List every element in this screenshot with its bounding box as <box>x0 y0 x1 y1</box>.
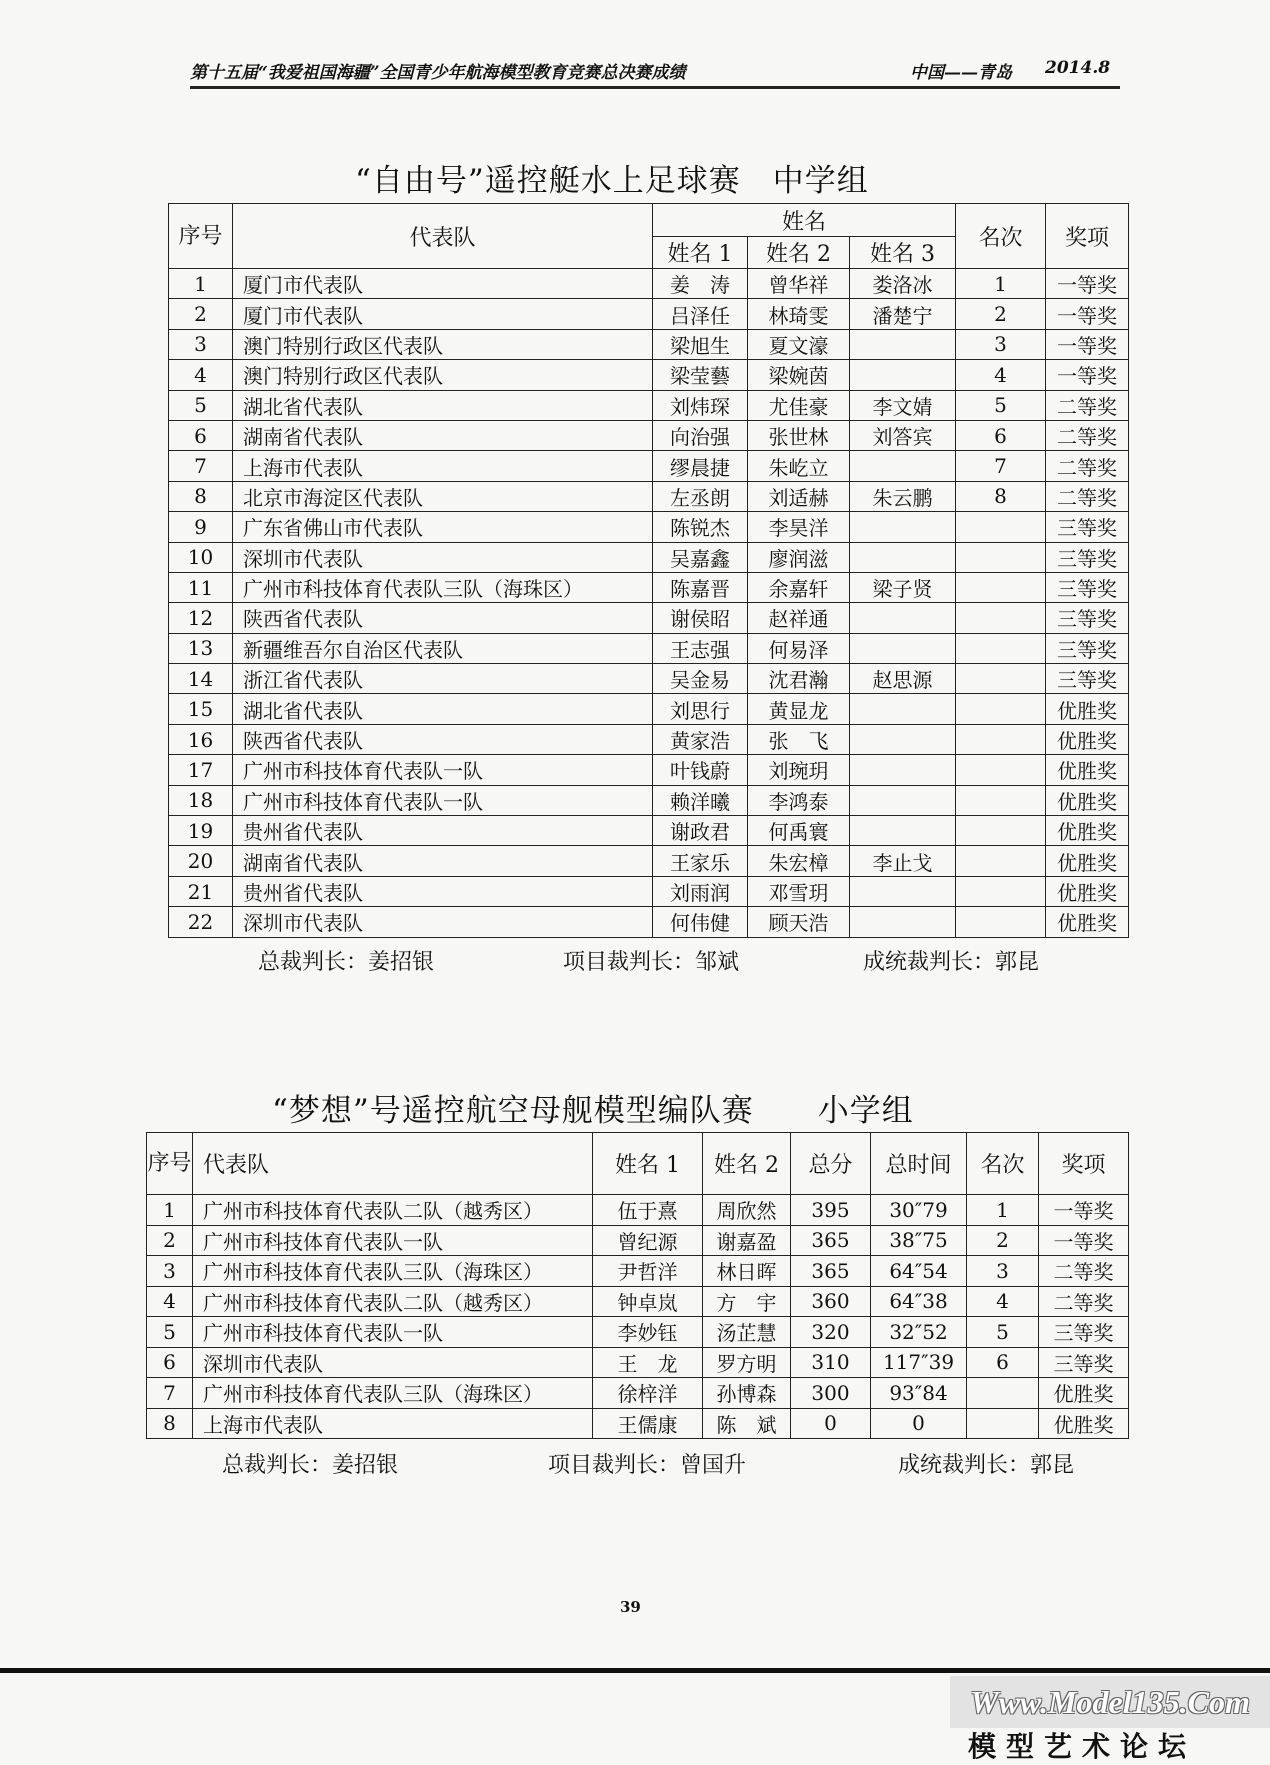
table-row <box>147 1317 1129 1348</box>
cell-award: 三等奖 <box>1046 603 1129 633</box>
cell-total: 395 <box>791 1195 871 1226</box>
cell-team: 厦门市代表队 <box>233 269 653 299</box>
page-number: 39 <box>620 1598 641 1616</box>
header-date: 2014.8 <box>1045 58 1111 78</box>
forum-watermark: 模型艺术论坛 <box>968 1730 1197 1763</box>
cell-rank: 7 <box>956 451 1046 481</box>
cell-name1: 刘雨润 <box>653 876 748 906</box>
table-row <box>169 755 1129 785</box>
cell-no: 19 <box>169 816 233 846</box>
cell-no: 3 <box>169 329 233 359</box>
table-row <box>169 785 1129 815</box>
cell-name1: 叶钱蔚 <box>653 755 748 785</box>
cell-award: 二等奖 <box>1046 420 1129 450</box>
header-location: 中国——青岛 <box>910 63 1012 83</box>
cell-name2: 刘琬玥 <box>748 755 850 785</box>
cell-name1: 姜 涛 <box>653 269 748 299</box>
cell-rank <box>956 846 1046 876</box>
cell-award: 一等奖 <box>1039 1195 1129 1226</box>
cell-award: 二等奖 <box>1046 390 1129 420</box>
cell-time: 64″54 <box>871 1256 967 1287</box>
cell-award: 二等奖 <box>1046 451 1129 481</box>
cell-team: 广东省佛山市代表队 <box>233 512 653 542</box>
cell-rank: 5 <box>956 390 1046 420</box>
cell-award: 优胜奖 <box>1039 1408 1129 1439</box>
cell-award: 三等奖 <box>1046 633 1129 663</box>
cell-name1: 何伟健 <box>653 907 748 937</box>
table-row <box>169 694 1129 724</box>
cell-total: 320 <box>791 1317 871 1348</box>
cell-award: 一等奖 <box>1046 299 1129 329</box>
cell-no: 16 <box>169 724 233 754</box>
cell-name1: 徐梓洋 <box>593 1378 703 1409</box>
table-row <box>147 1225 1129 1256</box>
cell-team: 广州市科技体育代表队三队（海珠区） <box>233 572 653 602</box>
table-row <box>147 1378 1129 1409</box>
table-row <box>169 572 1129 602</box>
cell-team: 上海市代表队 <box>193 1408 593 1439</box>
cell-award: 优胜奖 <box>1039 1378 1129 1409</box>
cell-no: 13 <box>169 633 233 663</box>
table-row <box>147 1286 1129 1317</box>
cell-no: 5 <box>169 390 233 420</box>
cell-team: 广州市科技体育代表队一队 <box>193 1317 593 1348</box>
cell-team: 澳门特别行政区代表队 <box>233 329 653 359</box>
table-row <box>169 360 1129 390</box>
col-header-rank: 名次 <box>967 1133 1039 1195</box>
cell-team: 深圳市代表队 <box>233 542 653 572</box>
table-row <box>169 481 1129 511</box>
table-row <box>169 846 1129 876</box>
table-row <box>169 269 1129 299</box>
cell-no: 8 <box>169 481 233 511</box>
cell-rank <box>956 572 1046 602</box>
table-row <box>169 542 1129 572</box>
col-header-award: 奖项 <box>1046 204 1129 269</box>
cell-rank <box>967 1378 1039 1409</box>
table-row <box>169 603 1129 633</box>
cell-team: 湖南省代表队 <box>233 420 653 450</box>
col-header-time: 总时间 <box>871 1133 967 1195</box>
cell-no: 2 <box>169 299 233 329</box>
cell-name2: 曾华祥 <box>748 269 850 299</box>
table-row <box>169 451 1129 481</box>
cell-rank <box>956 512 1046 542</box>
cell-name2: 夏文濠 <box>748 329 850 359</box>
results-table-football <box>168 203 1129 938</box>
cell-no: 17 <box>169 755 233 785</box>
cell-no: 1 <box>147 1195 193 1226</box>
cell-team: 湖北省代表队 <box>233 390 653 420</box>
table-row <box>147 1347 1129 1378</box>
table-row <box>147 1256 1129 1287</box>
cell-name3: 娄洛冰 <box>850 269 956 299</box>
cell-award: 一等奖 <box>1039 1225 1129 1256</box>
cell-no: 18 <box>169 785 233 815</box>
cell-total: 300 <box>791 1378 871 1409</box>
cell-no: 12 <box>169 603 233 633</box>
cell-name2: 谢嘉盈 <box>703 1225 791 1256</box>
cell-name1: 尹哲洋 <box>593 1256 703 1287</box>
cell-team: 浙江省代表队 <box>233 664 653 694</box>
cell-name2: 孙博森 <box>703 1378 791 1409</box>
cell-no: 6 <box>169 420 233 450</box>
cell-team: 北京市海淀区代表队 <box>233 481 653 511</box>
cell-name2: 何易泽 <box>748 633 850 663</box>
cell-name2: 林琦雯 <box>748 299 850 329</box>
cell-no: 7 <box>169 451 233 481</box>
cell-total: 310 <box>791 1347 871 1378</box>
results-table-carrier <box>146 1132 1129 1439</box>
table-row <box>169 664 1129 694</box>
col-header-name1: 姓名 1 <box>593 1133 703 1195</box>
cell-rank: 2 <box>956 299 1046 329</box>
cell-name2: 李鸿泰 <box>748 785 850 815</box>
cell-rank <box>967 1408 1039 1439</box>
cell-name2: 方 宇 <box>703 1286 791 1317</box>
cell-name1: 伍于熹 <box>593 1195 703 1226</box>
cell-name2: 朱宏樟 <box>748 846 850 876</box>
cell-name3: 梁子贤 <box>850 572 956 602</box>
cell-award: 三等奖 <box>1039 1317 1129 1348</box>
table-row <box>169 512 1129 542</box>
col-header-name2: 姓名 2 <box>748 237 850 269</box>
cell-award: 三等奖 <box>1046 542 1129 572</box>
cell-award: 二等奖 <box>1039 1286 1129 1317</box>
bottom-rule <box>0 1668 1270 1673</box>
cell-rank: 3 <box>956 329 1046 359</box>
cell-total: 365 <box>791 1225 871 1256</box>
cell-team: 广州市科技体育代表队三队（海珠区） <box>193 1378 593 1409</box>
cell-name2: 邓雪玥 <box>748 876 850 906</box>
cell-rank: 2 <box>967 1225 1039 1256</box>
cell-name3: 朱云鹏 <box>850 481 956 511</box>
cell-rank <box>956 907 1046 937</box>
cell-name2: 沈君瀚 <box>748 664 850 694</box>
cell-name3: 刘答宾 <box>850 420 956 450</box>
col-header-total: 总分 <box>791 1133 871 1195</box>
cell-total: 360 <box>791 1286 871 1317</box>
cell-award: 一等奖 <box>1046 269 1129 299</box>
table-row <box>169 299 1129 329</box>
cell-no: 15 <box>169 694 233 724</box>
cell-team: 新疆维吾尔自治区代表队 <box>233 633 653 663</box>
cell-team: 深圳市代表队 <box>193 1347 593 1378</box>
cell-rank <box>956 633 1046 663</box>
cell-name1: 谢侯昭 <box>653 603 748 633</box>
cell-name3: 潘楚宁 <box>850 299 956 329</box>
cell-name2: 陈 斌 <box>703 1408 791 1439</box>
header-title: 第十五届“我爱祖国海疆”全国青少年航海模型教育竞赛总决赛成绩 <box>190 63 686 83</box>
table-row <box>169 724 1129 754</box>
cell-name1: 向治强 <box>653 420 748 450</box>
cell-no: 1 <box>169 269 233 299</box>
cell-team: 陕西省代表队 <box>233 724 653 754</box>
cell-award: 优胜奖 <box>1046 907 1129 937</box>
table-row <box>147 1195 1129 1226</box>
cell-name3 <box>850 724 956 754</box>
cell-rank <box>956 755 1046 785</box>
col-header-no: 序号 <box>169 204 233 269</box>
cell-no: 9 <box>169 512 233 542</box>
cell-name2: 黄显龙 <box>748 694 850 724</box>
cell-name3 <box>850 907 956 937</box>
cell-name1: 左丞朗 <box>653 481 748 511</box>
cell-rank <box>956 694 1046 724</box>
table-row <box>169 907 1129 937</box>
col-header-team: 代表队 <box>193 1133 593 1195</box>
cell-name1: 黄家浩 <box>653 724 748 754</box>
cell-team: 贵州省代表队 <box>233 876 653 906</box>
cell-award: 二等奖 <box>1046 481 1129 511</box>
cell-team: 陕西省代表队 <box>233 603 653 633</box>
cell-name2: 林日晖 <box>703 1256 791 1287</box>
cell-name2: 张世林 <box>748 420 850 450</box>
cell-name1: 王志强 <box>653 633 748 663</box>
section1-title: “自由号”遥控艇水上足球赛 中学组 <box>355 163 869 199</box>
cell-award: 一等奖 <box>1046 360 1129 390</box>
section2-score-judge: 成统裁判长：郭昆 <box>898 1453 1075 1478</box>
cell-award: 优胜奖 <box>1046 755 1129 785</box>
site-watermark: Www.Model135.Com <box>950 1676 1270 1728</box>
cell-award: 优胜奖 <box>1046 724 1129 754</box>
cell-award: 优胜奖 <box>1046 876 1129 906</box>
cell-name3 <box>850 755 956 785</box>
cell-no: 5 <box>147 1317 193 1348</box>
cell-no: 21 <box>169 876 233 906</box>
cell-team: 深圳市代表队 <box>233 907 653 937</box>
cell-time: 0 <box>871 1408 967 1439</box>
cell-name3 <box>850 512 956 542</box>
cell-name3 <box>850 694 956 724</box>
cell-no: 4 <box>169 360 233 390</box>
table-row <box>169 329 1129 359</box>
cell-team: 广州市科技体育代表队一队 <box>233 785 653 815</box>
cell-name1: 刘思行 <box>653 694 748 724</box>
cell-name2: 赵祥通 <box>748 603 850 633</box>
cell-name3: 赵思源 <box>850 664 956 694</box>
cell-no: 4 <box>147 1286 193 1317</box>
cell-name1: 梁莹藝 <box>653 360 748 390</box>
cell-name3 <box>850 603 956 633</box>
cell-name3 <box>850 876 956 906</box>
cell-time: 117″39 <box>871 1347 967 1378</box>
cell-team: 广州市科技体育代表队二队（越秀区） <box>193 1195 593 1226</box>
cell-name3 <box>850 542 956 572</box>
cell-name1: 李妙钰 <box>593 1317 703 1348</box>
col-header-name1: 姓名 1 <box>653 237 748 269</box>
cell-award: 三等奖 <box>1046 664 1129 694</box>
cell-name3 <box>850 816 956 846</box>
table-row <box>169 633 1129 663</box>
cell-no: 8 <box>147 1408 193 1439</box>
cell-name3 <box>850 451 956 481</box>
col-header-no: 序号 <box>147 1133 193 1195</box>
cell-no: 22 <box>169 907 233 937</box>
cell-no: 2 <box>147 1225 193 1256</box>
cell-rank <box>956 542 1046 572</box>
cell-rank: 6 <box>956 420 1046 450</box>
col-header-team: 代表队 <box>233 204 653 269</box>
cell-name1: 刘炜琛 <box>653 390 748 420</box>
cell-no: 3 <box>147 1256 193 1287</box>
cell-name2: 刘适赫 <box>748 481 850 511</box>
cell-name2: 张 飞 <box>748 724 850 754</box>
cell-award: 优胜奖 <box>1046 846 1129 876</box>
cell-name1: 吴嘉鑫 <box>653 542 748 572</box>
cell-name2: 何禹寰 <box>748 816 850 846</box>
cell-rank: 1 <box>956 269 1046 299</box>
cell-name1: 王儒康 <box>593 1408 703 1439</box>
cell-rank: 4 <box>967 1286 1039 1317</box>
cell-time: 64″38 <box>871 1286 967 1317</box>
cell-name1: 吕泽任 <box>653 299 748 329</box>
cell-name1: 赖洋曦 <box>653 785 748 815</box>
cell-rank <box>956 785 1046 815</box>
cell-name2: 余嘉轩 <box>748 572 850 602</box>
cell-name1: 陈锐杰 <box>653 512 748 542</box>
cell-no: 14 <box>169 664 233 694</box>
cell-team: 广州市科技体育代表队三队（海珠区） <box>193 1256 593 1287</box>
cell-name2: 顾天浩 <box>748 907 850 937</box>
cell-name3 <box>850 329 956 359</box>
cell-no: 7 <box>147 1378 193 1409</box>
cell-name1: 曾纪源 <box>593 1225 703 1256</box>
col-header-name2: 姓名 2 <box>703 1133 791 1195</box>
cell-team: 贵州省代表队 <box>233 816 653 846</box>
cell-name1: 王家乐 <box>653 846 748 876</box>
cell-name2: 汤芷慧 <box>703 1317 791 1348</box>
cell-total: 365 <box>791 1256 871 1287</box>
cell-name2: 尤佳豪 <box>748 390 850 420</box>
cell-name1: 谢政君 <box>653 816 748 846</box>
cell-no: 6 <box>147 1347 193 1378</box>
col-header-name3: 姓名 3 <box>850 237 956 269</box>
cell-name1: 王 龙 <box>593 1347 703 1378</box>
cell-name2: 李昊洋 <box>748 512 850 542</box>
cell-name3 <box>850 785 956 815</box>
cell-rank: 5 <box>967 1317 1039 1348</box>
table-row <box>147 1408 1129 1439</box>
cell-award: 三等奖 <box>1039 1347 1129 1378</box>
cell-rank: 1 <box>967 1195 1039 1226</box>
cell-award: 优胜奖 <box>1046 694 1129 724</box>
cell-team: 上海市代表队 <box>233 451 653 481</box>
cell-award: 三等奖 <box>1046 512 1129 542</box>
section2-title: “梦想”号遥控航空母舰模型编队赛 小学组 <box>272 1093 914 1129</box>
cell-award: 一等奖 <box>1046 329 1129 359</box>
cell-name3 <box>850 633 956 663</box>
cell-name2: 罗方明 <box>703 1347 791 1378</box>
cell-time: 30″79 <box>871 1195 967 1226</box>
table-row <box>169 876 1129 906</box>
cell-name2: 周欣然 <box>703 1195 791 1226</box>
cell-name3: 李文婧 <box>850 390 956 420</box>
cell-name2: 朱屹立 <box>748 451 850 481</box>
section1-chief-judge: 总裁判长：姜招银 <box>258 950 435 975</box>
cell-team: 广州市科技体育代表队一队 <box>233 755 653 785</box>
cell-no: 10 <box>169 542 233 572</box>
cell-time: 38″75 <box>871 1225 967 1256</box>
cell-team: 湖南省代表队 <box>233 846 653 876</box>
cell-rank: 3 <box>967 1256 1039 1287</box>
running-header <box>190 50 1120 89</box>
section1-project-judge: 项目裁判长：邹斌 <box>563 950 740 975</box>
table-row <box>169 816 1129 846</box>
cell-name3 <box>850 360 956 390</box>
cell-rank <box>956 816 1046 846</box>
cell-name1: 陈嘉晋 <box>653 572 748 602</box>
cell-no: 11 <box>169 572 233 602</box>
cell-name3: 李止戈 <box>850 846 956 876</box>
cell-name2: 廖润滋 <box>748 542 850 572</box>
cell-name1: 钟卓岚 <box>593 1286 703 1317</box>
section1-score-judge: 成统裁判长：郭昆 <box>863 950 1040 975</box>
table-row <box>169 390 1129 420</box>
cell-rank <box>956 603 1046 633</box>
cell-time: 32″52 <box>871 1317 967 1348</box>
cell-award: 三等奖 <box>1046 572 1129 602</box>
cell-team: 澳门特别行政区代表队 <box>233 360 653 390</box>
cell-total: 0 <box>791 1408 871 1439</box>
cell-no: 20 <box>169 846 233 876</box>
cell-award: 优胜奖 <box>1046 785 1129 815</box>
cell-name1: 吴金易 <box>653 664 748 694</box>
cell-name1: 梁旭生 <box>653 329 748 359</box>
cell-award: 二等奖 <box>1039 1256 1129 1287</box>
cell-rank <box>956 876 1046 906</box>
cell-rank <box>956 724 1046 754</box>
cell-team: 湖北省代表队 <box>233 694 653 724</box>
cell-team: 广州市科技体育代表队一队 <box>193 1225 593 1256</box>
cell-name2: 梁婉茵 <box>748 360 850 390</box>
col-header-names: 姓名 <box>653 204 956 237</box>
table-row <box>169 420 1129 450</box>
cell-rank <box>956 664 1046 694</box>
cell-time: 93″84 <box>871 1378 967 1409</box>
cell-rank: 4 <box>956 360 1046 390</box>
cell-team: 厦门市代表队 <box>233 299 653 329</box>
cell-name1: 缪晨捷 <box>653 451 748 481</box>
cell-award: 优胜奖 <box>1046 816 1129 846</box>
section2-chief-judge: 总裁判长：姜招银 <box>222 1453 399 1478</box>
cell-rank: 6 <box>967 1347 1039 1378</box>
cell-rank: 8 <box>956 481 1046 511</box>
col-header-rank: 名次 <box>956 204 1046 269</box>
section2-project-judge: 项目裁判长：曾国升 <box>548 1453 747 1478</box>
col-header-award: 奖项 <box>1039 1133 1129 1195</box>
cell-team: 广州市科技体育代表队二队（越秀区） <box>193 1286 593 1317</box>
